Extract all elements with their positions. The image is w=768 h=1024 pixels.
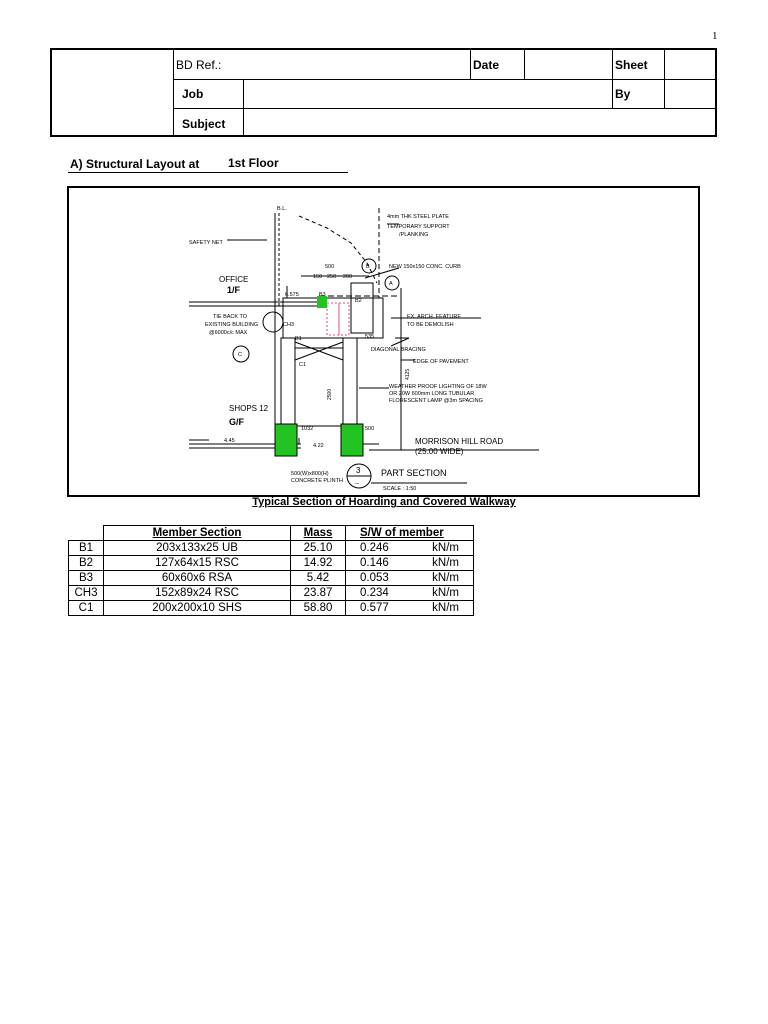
diagonal-bracing-label: DIAGONAL BRACING [371, 347, 426, 353]
row-id: B2 [69, 556, 104, 571]
dim-150: 150 [313, 274, 323, 280]
dim-445: 4.45 [224, 438, 235, 444]
office-floor: 1/F [227, 285, 241, 295]
sw-value: 0.053 [360, 572, 389, 584]
bl-label: B.L. [277, 206, 287, 212]
new-curb-label: NEW 150x150 CONC. CURB [389, 264, 461, 270]
sheet-label: Sheet [615, 58, 648, 72]
row-id: B1 [69, 541, 104, 556]
edge-pavement-label: EDGE OF PAVEMENT [413, 359, 469, 365]
structural-drawing [69, 188, 698, 495]
row-mass: 14.92 [291, 556, 346, 571]
temp-support-label: TEMPORARY SUPPORT [387, 224, 450, 230]
row-section: 203x133x25 UB [104, 541, 291, 556]
col-mass: Mass [291, 526, 346, 541]
corner-cell [69, 526, 104, 541]
ex-arch-label: EX. ARCH. FEATURE [407, 314, 461, 320]
sw-unit: kN/m [432, 587, 459, 599]
arch-feature [351, 283, 373, 333]
lbl-b3: B3 [319, 292, 326, 298]
title-block [50, 48, 717, 137]
office-label: OFFICE [219, 275, 249, 284]
lighting-line-3: FLORESCENT LAMP @3m SPACING [389, 398, 483, 404]
tag-c: C [238, 352, 242, 358]
date-label: Date [473, 58, 500, 72]
sw-value: 0.246 [360, 542, 389, 554]
dim-6575: 6.575 [285, 292, 299, 298]
plinth-label-1: 500(W)x800(H) [291, 471, 329, 477]
by-label: By [615, 87, 631, 101]
road-width-label: (25.00 WIDE) [415, 447, 464, 456]
section-number: 3 [356, 466, 361, 475]
dim-200: 200 [343, 274, 353, 280]
row-section: 60x60x6 RSA [104, 571, 291, 586]
lighting-line-1: WEATHER PROOF LIGHTING OF 18W [389, 384, 487, 390]
bd-ref-label: BD Ref.: [176, 58, 222, 72]
road-label: MORRISON HILL ROAD [415, 437, 504, 446]
sw-unit: kN/m [432, 602, 459, 614]
section-underline [68, 172, 348, 173]
col-sw: S/W of member [346, 526, 474, 541]
existing-building-label: EXISTING BUILDING [205, 322, 259, 328]
right-column [343, 338, 357, 428]
lbl-b2: B2 [355, 298, 362, 304]
row-section: 152x89x24 RSC [104, 586, 291, 601]
row-sw [346, 541, 474, 556]
hoarding-upper [283, 298, 383, 338]
row-sw [346, 571, 474, 586]
left-column [281, 338, 295, 428]
row-sw [346, 556, 474, 571]
plinth-right [341, 424, 363, 456]
sw-unit: kN/m [432, 572, 459, 584]
sw-unit: kN/m [432, 542, 459, 554]
row-mass: 25.10 [291, 541, 346, 556]
row-mass: 23.87 [291, 586, 346, 601]
planking-label: /PLANKING [399, 232, 429, 238]
table-row [69, 556, 474, 571]
tie-back-label: TIE BACK TO [213, 314, 248, 320]
table-row [69, 541, 474, 556]
tie-back-detail [263, 312, 283, 332]
row-id: CH3 [69, 586, 104, 601]
lighting-line-2: OR 20W 600mm LONG TUBULAR [389, 391, 475, 397]
member-table [68, 525, 474, 616]
lbl-ch3: CH3 [283, 322, 295, 328]
col-member-section: Member Section [104, 526, 291, 541]
part-section-label: PART SECTION [381, 468, 447, 478]
hatch-b3 [327, 303, 339, 335]
dim-1032: 1032 [301, 426, 314, 432]
sw-unit: kN/m [432, 557, 459, 569]
row-sw [346, 586, 474, 601]
row-id: B3 [69, 571, 104, 586]
figure-caption: Typical Section of Hoarding and Covered Walkway [252, 496, 516, 508]
plinth-label-2: CONCRETE PLINTH [291, 478, 343, 484]
dim-500-bot: 500 [365, 426, 375, 432]
safety-net-line [299, 216, 377, 283]
row-mass: 58.80 [291, 601, 346, 616]
section-title-text: A) Structural Layout at [70, 157, 200, 171]
table-row [69, 601, 474, 616]
shops-floor: G/F [229, 417, 244, 427]
section-floor: 1st Floor [228, 156, 279, 170]
demolish-label: TO BE DEMOLISH [407, 322, 454, 328]
subject-label: Subject [182, 117, 226, 131]
sw-value: 0.234 [360, 587, 389, 599]
job-label: Job [182, 87, 204, 101]
table-row [69, 586, 474, 601]
dim-535: 535 [365, 334, 375, 340]
row-section: 200x200x10 SHS [104, 601, 291, 616]
lbl-c1: C1 [299, 362, 307, 368]
dim-422: 4.22 [313, 443, 324, 449]
row-sw [346, 601, 474, 616]
dim-250: 250 [327, 274, 337, 280]
table-row [69, 571, 474, 586]
dim-500-top: 500 [325, 264, 335, 270]
plinth-left [275, 424, 297, 456]
scale-label: SCALE : 1:50 [383, 486, 417, 492]
table-header-row [69, 526, 474, 541]
page-number: 1 [712, 30, 718, 42]
steel-plate-label: 4mm THK STEEL PLATE [387, 214, 449, 220]
row-section: 127x64x15 RSC [104, 556, 291, 571]
lbl-b1: B1 [295, 336, 302, 342]
spacing-label: @6000c/c MAX [209, 330, 248, 336]
sw-value: 0.577 [360, 602, 389, 614]
tag-a: A [389, 281, 393, 287]
shops-label: SHOPS 12 [229, 404, 269, 413]
row-id: C1 [69, 601, 104, 616]
row-mass: 5.42 [291, 571, 346, 586]
section-title [70, 156, 279, 171]
tag-b: B [366, 264, 370, 270]
sw-value: 0.146 [360, 557, 389, 569]
dim-4125: 4125 [405, 368, 411, 380]
dim-2500: 2500 [327, 388, 333, 400]
section-sub: -- [355, 481, 359, 487]
drawing-frame [67, 186, 700, 497]
safety-net-label: SAFETY NET [189, 240, 223, 246]
